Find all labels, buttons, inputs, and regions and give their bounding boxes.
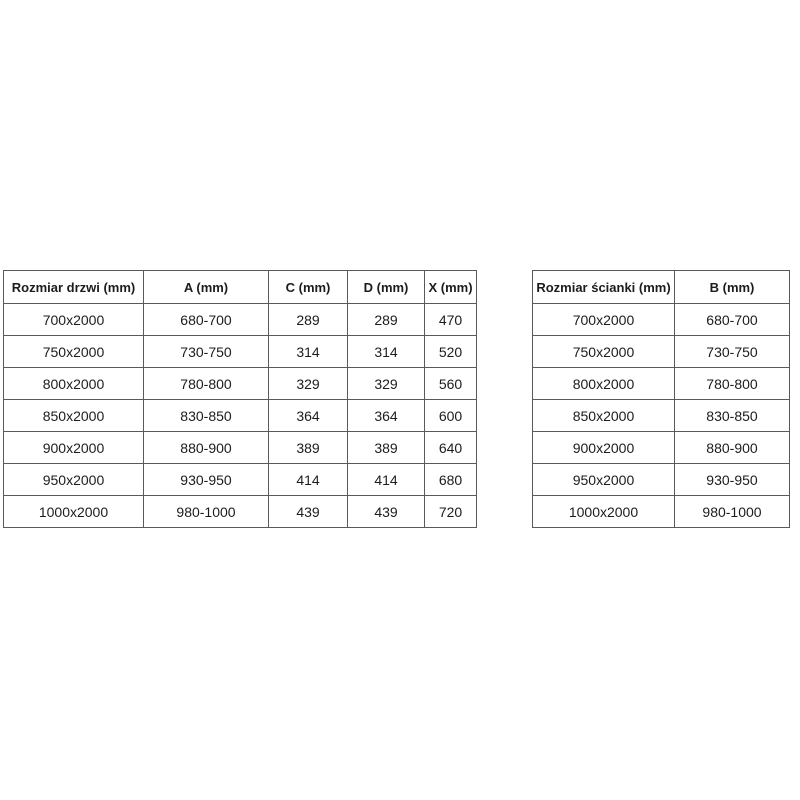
table-cell: 780-800	[144, 368, 269, 400]
table-cell: 830-850	[144, 400, 269, 432]
table-row	[533, 432, 790, 464]
table-cell: 730-750	[675, 336, 790, 368]
table-cell: 850x2000	[4, 400, 144, 432]
table-cell: 750x2000	[533, 336, 675, 368]
table-cell: 680	[425, 464, 477, 496]
table-cell: 800x2000	[4, 368, 144, 400]
table-cell: 414	[269, 464, 348, 496]
column-header: Rozmiar drzwi (mm)	[4, 271, 144, 304]
table-cell: 1000x2000	[533, 496, 675, 528]
table-cell: 414	[348, 464, 425, 496]
table-row	[533, 336, 790, 368]
column-header: C (mm)	[269, 271, 348, 304]
table-row	[4, 336, 477, 368]
table-cell: 830-850	[675, 400, 790, 432]
table-cell: 289	[348, 304, 425, 336]
table-cell: 680-700	[675, 304, 790, 336]
spec-tables	[3, 270, 790, 528]
table-row	[533, 496, 790, 528]
column-header: Rozmiar ścianki (mm)	[533, 271, 675, 304]
table-cell: 930-950	[144, 464, 269, 496]
table-cell: 980-1000	[144, 496, 269, 528]
table-cell: 439	[269, 496, 348, 528]
table-cell: 750x2000	[4, 336, 144, 368]
table-cell: 389	[348, 432, 425, 464]
table-cell: 850x2000	[533, 400, 675, 432]
table-row	[533, 464, 790, 496]
table-cell: 680-700	[144, 304, 269, 336]
table-cell: 700x2000	[533, 304, 675, 336]
table-cell: 950x2000	[533, 464, 675, 496]
table-cell: 720	[425, 496, 477, 528]
table-cell: 389	[269, 432, 348, 464]
table-row	[4, 304, 477, 336]
table-cell: 930-950	[675, 464, 790, 496]
table-cell: 640	[425, 432, 477, 464]
table-cell: 560	[425, 368, 477, 400]
table-row	[4, 464, 477, 496]
column-header: X (mm)	[425, 271, 477, 304]
table-cell: 1000x2000	[4, 496, 144, 528]
table-cell: 470	[425, 304, 477, 336]
table-cell: 364	[348, 400, 425, 432]
table-cell: 900x2000	[533, 432, 675, 464]
table-cell: 329	[269, 368, 348, 400]
wall-size-table	[532, 270, 790, 528]
table-row	[4, 400, 477, 432]
table-row	[533, 368, 790, 400]
table-cell: 880-900	[144, 432, 269, 464]
table-cell: 364	[269, 400, 348, 432]
header-row	[4, 271, 477, 304]
table-cell: 980-1000	[675, 496, 790, 528]
table-cell: 314	[348, 336, 425, 368]
table-row	[533, 400, 790, 432]
doors-size-table	[3, 270, 477, 528]
table-row	[4, 368, 477, 400]
table-cell: 329	[348, 368, 425, 400]
table-row	[533, 304, 790, 336]
column-header: A (mm)	[144, 271, 269, 304]
table-cell: 730-750	[144, 336, 269, 368]
table-cell: 439	[348, 496, 425, 528]
column-header: D (mm)	[348, 271, 425, 304]
table-cell: 700x2000	[4, 304, 144, 336]
column-header: B (mm)	[675, 271, 790, 304]
table-cell: 800x2000	[533, 368, 675, 400]
table-cell: 520	[425, 336, 477, 368]
table-row	[4, 496, 477, 528]
table-cell: 289	[269, 304, 348, 336]
table-cell: 780-800	[675, 368, 790, 400]
table-cell: 880-900	[675, 432, 790, 464]
table-cell: 314	[269, 336, 348, 368]
table-cell: 950x2000	[4, 464, 144, 496]
table-row	[4, 432, 477, 464]
table-cell: 900x2000	[4, 432, 144, 464]
table-cell: 600	[425, 400, 477, 432]
header-row	[533, 271, 790, 304]
